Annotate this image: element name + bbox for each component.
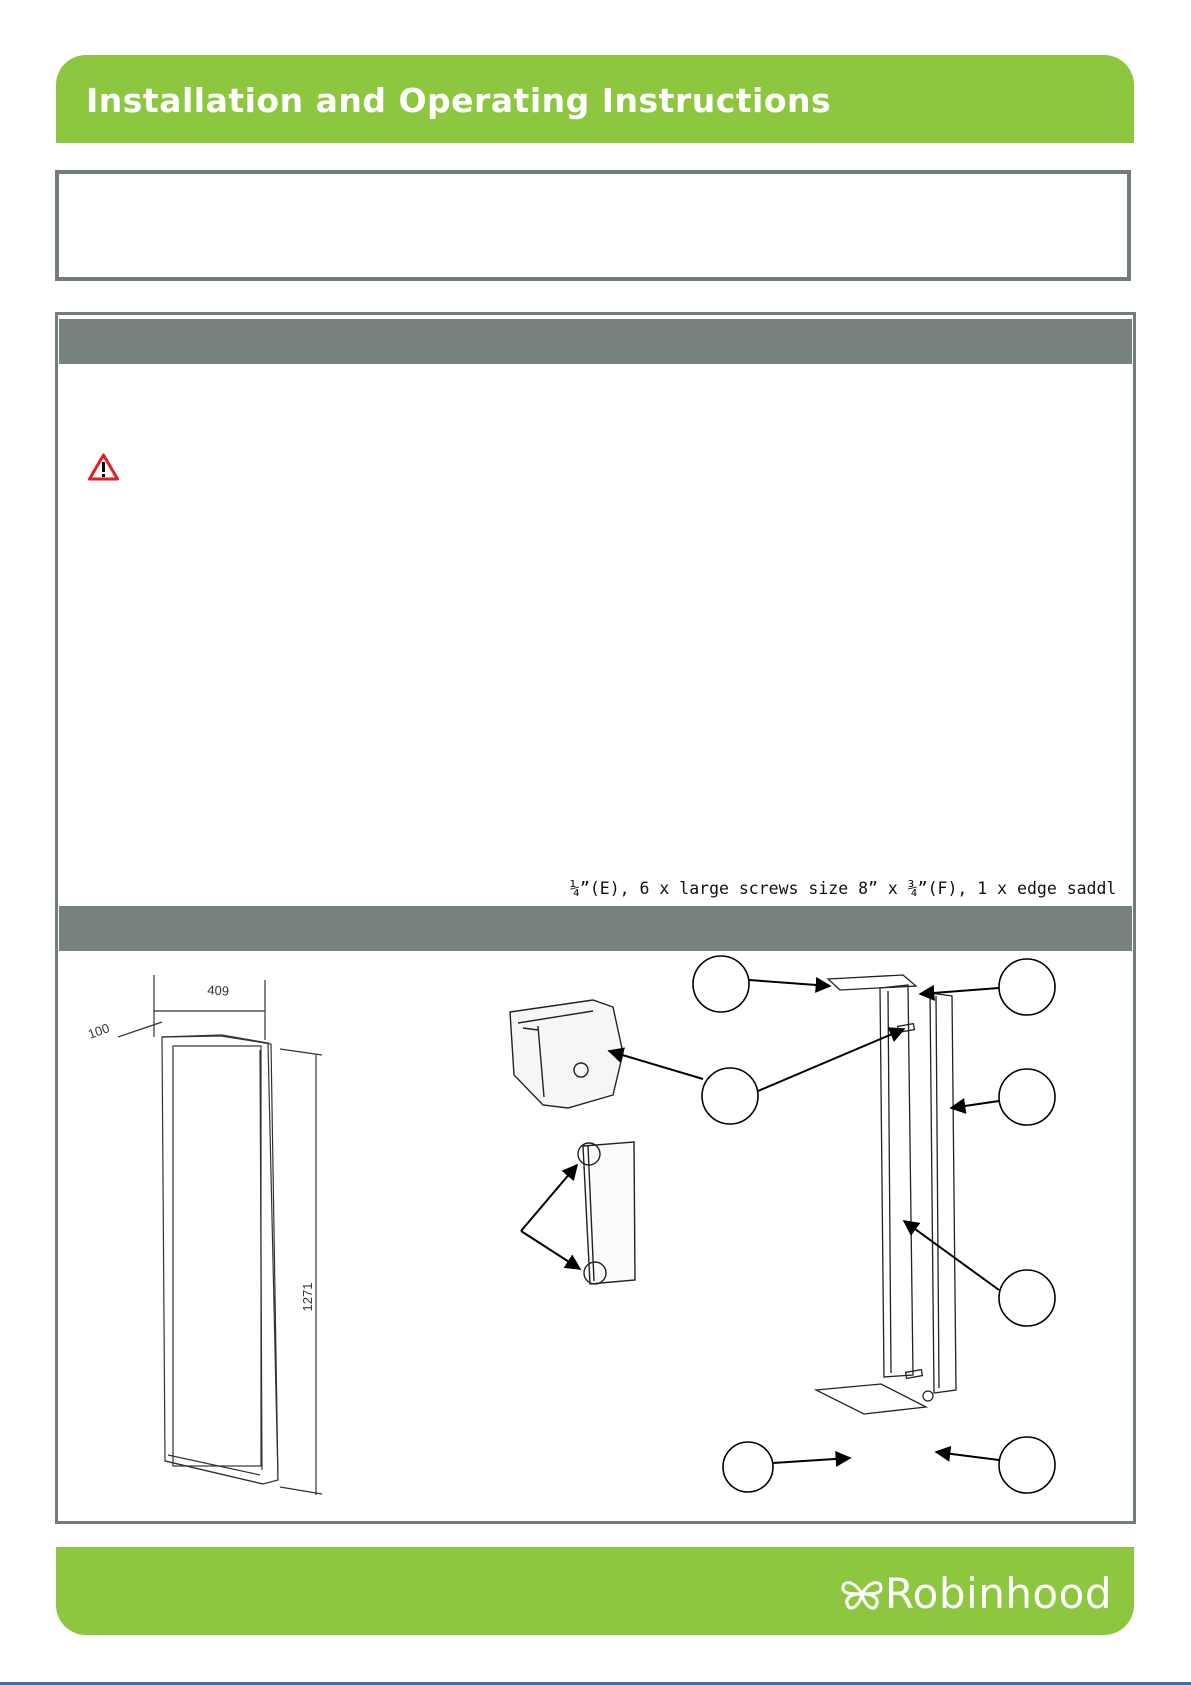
detail-view (510, 1000, 623, 1108)
dimension-width: 409 (207, 982, 230, 999)
main-content-box (55, 312, 1136, 1524)
exploded-parts (816, 975, 956, 1414)
side-panel (578, 1142, 635, 1284)
frame-drawing (118, 975, 322, 1495)
callout-circle (999, 1069, 1055, 1125)
dimension-depth: 100 (85, 1020, 112, 1042)
callout-circle (693, 956, 749, 1012)
callout-circle (999, 959, 1055, 1015)
callout-circle (999, 1270, 1055, 1326)
callout-circle (723, 1442, 773, 1492)
parts-list-text: ¼”(E), 6 x large screws size 8” x ¾”(F), 1 x edge saddl (570, 879, 1117, 898)
header-bar (56, 55, 1134, 143)
brand-logo (839, 1569, 1112, 1618)
dimension-height: 1271 (300, 1282, 315, 1312)
brand-name: Robinhood (884, 1569, 1112, 1618)
butterfly-logo-icon (839, 1576, 885, 1612)
callout-circle (999, 1437, 1055, 1493)
footer-bar (56, 1547, 1134, 1635)
callout-circle (702, 1068, 758, 1124)
notice-box (55, 170, 1131, 281)
page-title: Installation and Operating Instructions (86, 81, 832, 120)
installation-diagram (58, 315, 1133, 1521)
